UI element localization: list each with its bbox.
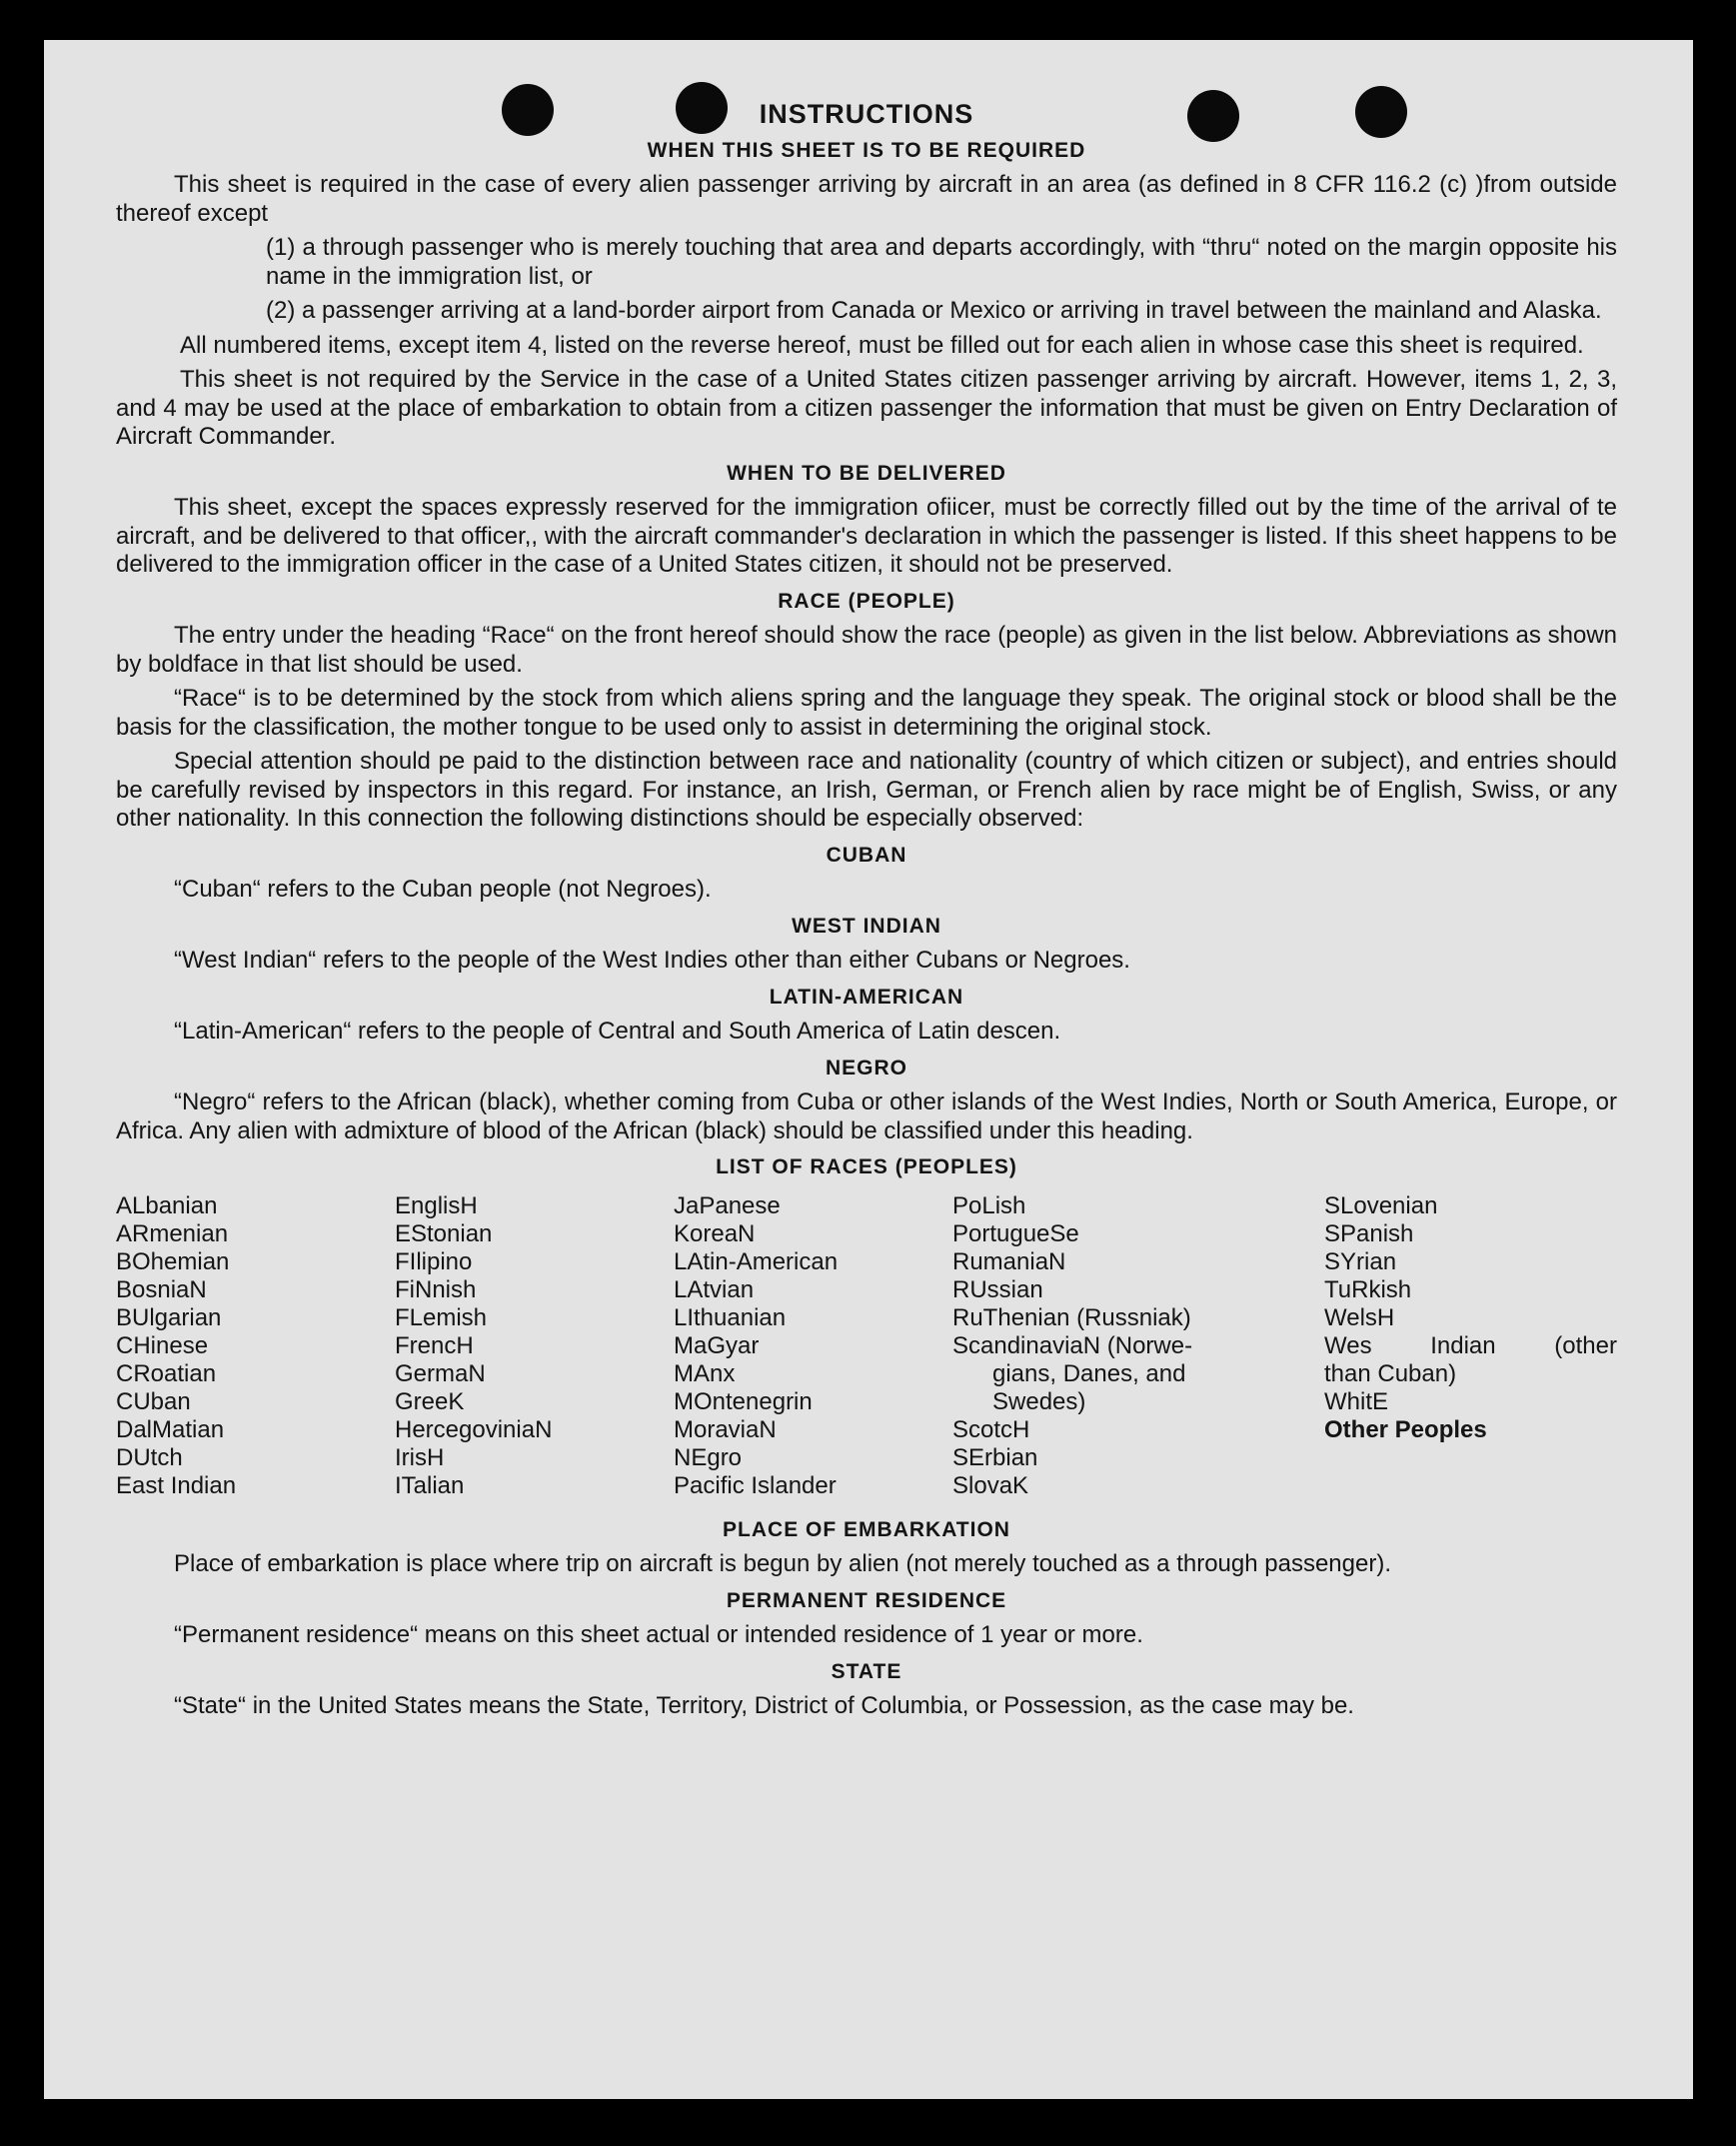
race-item: ScandinaviaN (Norwe- <box>952 1331 1193 1359</box>
paragraph-permanent-residence: “Permanent residence“ means on this sheet actual or intended residence of 1 year or more. <box>174 1621 1143 1648</box>
heading-when-delivered: WHEN TO BE DELIVERED <box>727 461 1006 485</box>
document-sheet <box>44 40 1693 2099</box>
instructions-content <box>116 100 1617 1727</box>
race-item: East Indian <box>116 1471 237 1499</box>
list-item-exception-2: (2) a passenger arriving at a land-border airport from Canada or Mexico or arriving in travel between the mainland and Alaska. <box>266 297 1602 324</box>
race-item: RumaniaN <box>952 1247 1066 1275</box>
paragraph-numbered-items: All numbered items, except item 4, listed on the reverse hereof, must be filled out for each alien in whose case this sheet is required. <box>180 331 1584 359</box>
race-item: FiNnish <box>395 1275 477 1303</box>
race-item: LIthuanian <box>674 1303 787 1331</box>
race-item: BOhemian <box>116 1247 230 1275</box>
race-item: BUlgarian <box>116 1303 222 1331</box>
list-item-exception-1: (1) a through passenger who is merely touching that area and departs accordingly, with “thru“ noted on the margin opposite his name in the immigration list, or <box>266 234 1617 290</box>
race-item: ScotcH <box>952 1415 1030 1443</box>
race-item-continuation: than Cuban) <box>1324 1359 1457 1387</box>
heading-when-required: WHEN THIS SHEET IS TO BE REQUIRED <box>647 138 1086 162</box>
race-item: HercegoviniaN <box>395 1415 553 1443</box>
heading-cuban: CUBAN <box>826 843 907 867</box>
paragraph-embarkation: Place of embarkation is place where trip on aircraft is begun by alien (not merely touched as a through passenger). <box>174 1550 1391 1577</box>
race-item: EStonian <box>395 1219 493 1247</box>
race-item: LAtin-American <box>674 1247 839 1275</box>
paragraph-race-1: The entry under the heading “Race“ on the front hereof should show the race (people) as given in the list below. Abbreviations as shown by boldface in that list should be used. <box>116 622 1617 678</box>
heading-latin-american: LATIN-AMERICAN <box>769 985 964 1009</box>
race-item: JaPanese <box>674 1191 781 1219</box>
race-item: RUssian <box>952 1275 1043 1303</box>
race-item: GreeK <box>395 1387 465 1415</box>
race-item: LAtvian <box>674 1275 755 1303</box>
race-item: BosniaN <box>116 1275 207 1303</box>
race-item: IrisH <box>395 1443 445 1471</box>
heading-list-of-races: LIST OF RACES (PEOPLES) <box>716 1155 1017 1178</box>
race-item: CHinese <box>116 1331 209 1359</box>
race-item-continuation: Swedes) <box>992 1387 1086 1415</box>
race-item: MaGyar <box>674 1331 760 1359</box>
race-item: MAnx <box>674 1359 736 1387</box>
race-item: ARmenian <box>116 1219 229 1247</box>
race-item: SlovaK <box>952 1471 1029 1499</box>
race-item: GermaN <box>395 1359 486 1387</box>
race-item: SPanish <box>1324 1219 1414 1247</box>
race-item-other: Other Peoples <box>1324 1415 1487 1443</box>
paragraph-citizen: This sheet is not required by the Service in the case of a United States citizen passenger arriving by aircraft. However, items 1, 2, 3, and 4 may be used at the place of embarkation to obtain from a citizen passenger the information that must be given on Entry Declaration of Aircraft Commander. <box>116 366 1617 450</box>
race-item: EnglisH <box>395 1191 478 1219</box>
race-item: Pacific Islander <box>674 1471 837 1499</box>
race-column-2 <box>395 1192 674 1500</box>
race-item: PortugueSe <box>952 1219 1079 1247</box>
heading-negro: NEGRO <box>825 1056 907 1079</box>
race-item: PoLish <box>952 1191 1026 1219</box>
race-item: NEgro <box>674 1443 743 1471</box>
race-item: FLemish <box>395 1303 488 1331</box>
race-item: KoreaN <box>674 1219 756 1247</box>
paragraph-race-3: Special attention should pe paid to the distinction between race and nationality (country of which citizen or subject), and entries should be carefully revised by inspectors in this regard. For instance, an Irish, German, or French alien by race might be of English, Swiss, or any other nationality. In this connection the following distinctions should be especially observed: <box>116 748 1617 832</box>
race-column-4 <box>952 1192 1324 1500</box>
race-item: SErbian <box>952 1443 1038 1471</box>
paragraph-latin-american: “Latin-American“ refers to the people of Central and South America of Latin descen. <box>174 1018 1061 1045</box>
race-item: FrencH <box>395 1331 474 1359</box>
race-item: CRoatian <box>116 1359 217 1387</box>
race-item: WhitE <box>1324 1387 1389 1415</box>
paragraph-west-indian: “West Indian“ refers to the people of the West Indies other than either Cubans or Negroes. <box>174 947 1130 974</box>
race-item: ALbanian <box>116 1191 218 1219</box>
race-item: DUtch <box>116 1443 183 1471</box>
heading-west-indian: WEST INDIAN <box>792 914 941 938</box>
race-item: MoraviaN <box>674 1415 777 1443</box>
race-column-3 <box>674 1192 952 1500</box>
race-item: FIlipino <box>395 1247 473 1275</box>
race-item-continuation: gians, Danes, and <box>992 1359 1186 1387</box>
paragraph-state: “State“ in the United States means the State, Territory, District of Columbia, or Possession, as the case may be. <box>174 1692 1354 1719</box>
race-item: SLovenian <box>1324 1191 1438 1219</box>
race-list <box>116 1192 1617 1500</box>
race-item: WelsH <box>1324 1303 1395 1331</box>
paragraph-delivered: This sheet, except the spaces expressly reserved for the immigration ofiicer, must be correctly filled out by the time of the arrival of te aircraft, and be delivered to that officer,, with the aircraft commander's declaration in which the passenger is listed. If this sheet happens to be delivered to the immigration officer in the case of a United States citizen, it should not be preserved. <box>116 494 1617 578</box>
heading-race: RACE (PEOPLE) <box>778 589 955 613</box>
paragraph-required: This sheet is required in the case of every alien passenger arriving by aircraft in an area (as defined in 8 CFR 116.2 (c) )from outside thereof except <box>116 171 1617 227</box>
paragraph-negro: “Negro“ refers to the African (black), whether coming from Cuba or other islands of the West Indies, North or South America, Europe, or Africa. Any alien with admixture of blood of the African (black) should be classified under this heading. <box>116 1088 1617 1144</box>
race-item: RuThenian (Russniak) <box>952 1303 1191 1331</box>
race-column-1 <box>116 1192 395 1500</box>
race-item: DalMatian <box>116 1415 225 1443</box>
race-item: ITalian <box>395 1471 465 1499</box>
heading-embarkation: PLACE OF EMBARKATION <box>723 1517 1010 1541</box>
race-item: MOntenegrin <box>674 1387 813 1415</box>
heading-permanent-residence: PERMANENT RESIDENCE <box>726 1588 1007 1612</box>
page-title: INSTRUCTIONS <box>759 99 974 129</box>
race-item: TuRkish <box>1324 1275 1412 1303</box>
heading-state: STATE <box>831 1659 902 1683</box>
paragraph-race-2: “Race“ is to be determined by the stock from which aliens spring and the language they speak. The original stock or blood shall be the basis for the classification, the mother tongue to be used only to assist in determining the original stock. <box>116 685 1617 741</box>
race-item: CUban <box>116 1387 191 1415</box>
race-item: Wes Indian (other <box>1324 1331 1617 1359</box>
race-column-5 <box>1324 1192 1617 1500</box>
race-item: SYrian <box>1324 1247 1397 1275</box>
paragraph-cuban: “Cuban“ refers to the Cuban people (not Negroes). <box>174 876 712 903</box>
